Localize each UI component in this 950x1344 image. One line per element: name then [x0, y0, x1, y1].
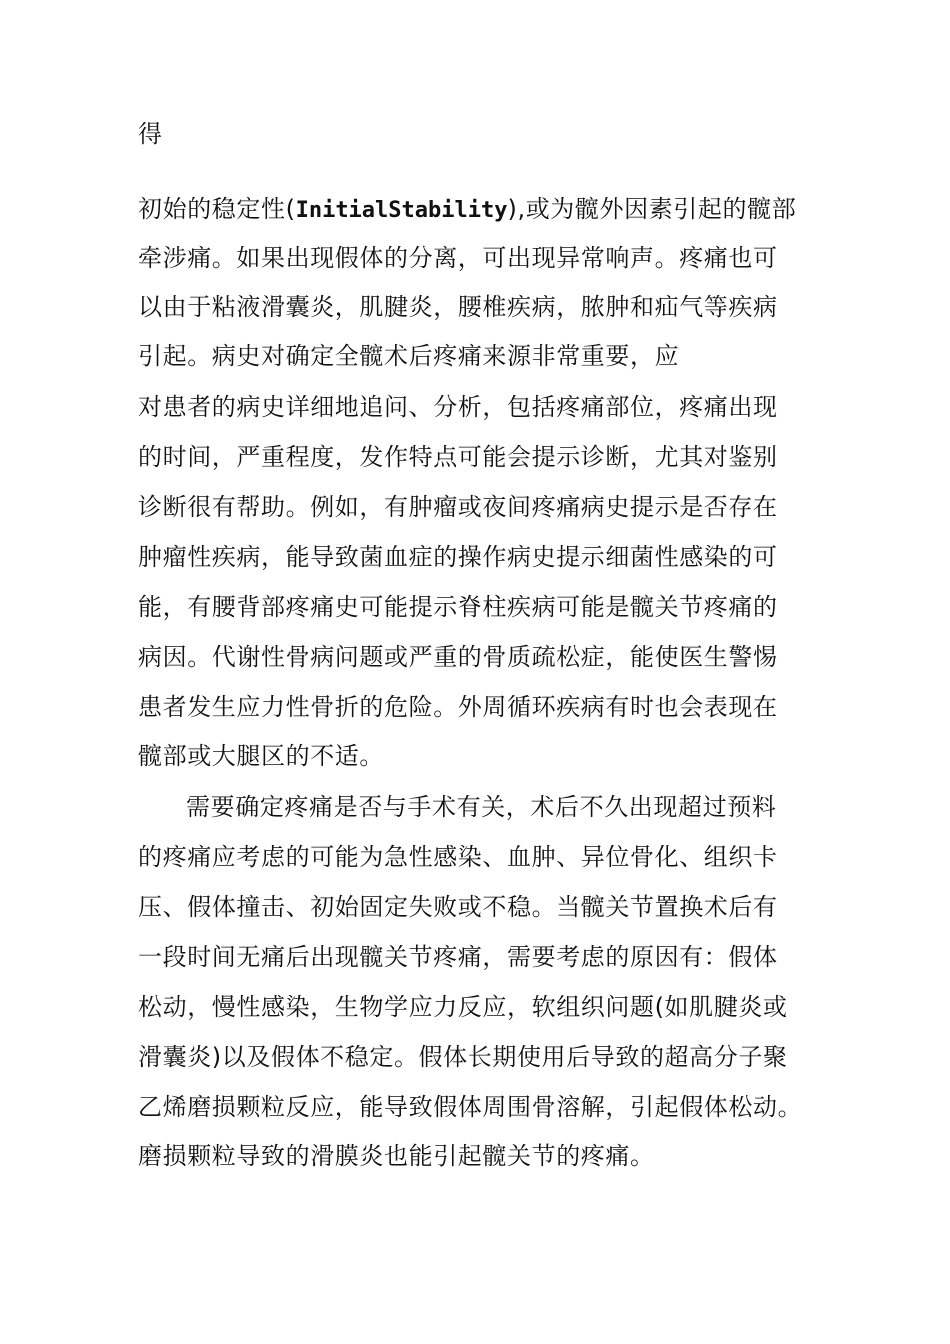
- text-line: 以由于粘液滑囊炎，肌腱炎，腰椎疾病，脓肿和疝气等疾病: [138, 293, 778, 321]
- text-line: 磨损颗粒导致的滑膜炎也能引起髋关节的疼痛。: [138, 1142, 655, 1170]
- text-segment: 初始的稳定性(: [138, 195, 296, 223]
- text-line: 需要确定疼痛是否与手术有关，术后不久出现超过预料: [186, 793, 777, 821]
- text-line: 牵涉痛。如果出现假体的分离，可出现异常响声。疼痛也可: [138, 244, 778, 272]
- text-line: 的疼痛应考虑的可能为急性感染、血肿、异位骨化、组织卡: [138, 843, 778, 871]
- text-line: 引起。病史对确定全髋术后疼痛来源非常重要，应: [138, 342, 680, 370]
- text-line: 得: [138, 120, 163, 148]
- text-line: 一段时间无痛后出现髋关节疼痛，需要考虑的原因有：假体: [138, 943, 778, 971]
- text-line: 压、假体撞击、初始固定失败或不稳。当髋关节置换术后有: [138, 893, 778, 921]
- text-line: 能，有腰背部疼痛史可能提示脊柱疾病可能是髋关节疼痛的: [138, 593, 778, 621]
- text-line: 的时间，严重程度，发作特点可能会提示诊断，尤其对鉴别: [138, 443, 778, 471]
- text-line: 诊断很有帮助。例如，有肿瘤或夜间疼痛病史提示是否存在: [138, 493, 778, 521]
- text-line: [138, 189, 796, 229]
- text-line: 滑囊炎)以及假体不稳定。假体长期使用后导致的超高分子聚: [138, 1043, 788, 1071]
- text-line: 病因。代谢性骨病问题或严重的骨质疏松症，能使医生警惕: [138, 643, 778, 671]
- text-line: 乙烯磨损颗粒反应，能导致假体周围骨溶解，引起假体松动。: [138, 1093, 803, 1121]
- text-segment: ),或为髋外因素引起的髋部: [507, 195, 797, 223]
- text-line: 髋部或大腿区的不适。: [138, 742, 384, 770]
- text-line: 对患者的病史详细地追问、分析，包括疼痛部位，疼痛出现: [138, 393, 778, 421]
- text-line: 松动，慢性感染，生物学应力反应，软组织问题(如肌腱炎或: [138, 993, 788, 1021]
- text-line: 肿瘤性疾病，能导致菌血症的操作病史提示细菌性感染的可: [138, 543, 778, 571]
- latin-term: InitialStability: [295, 198, 508, 223]
- text-line: 患者发生应力性骨折的危险。外周循环疾病有时也会表现在: [138, 693, 778, 721]
